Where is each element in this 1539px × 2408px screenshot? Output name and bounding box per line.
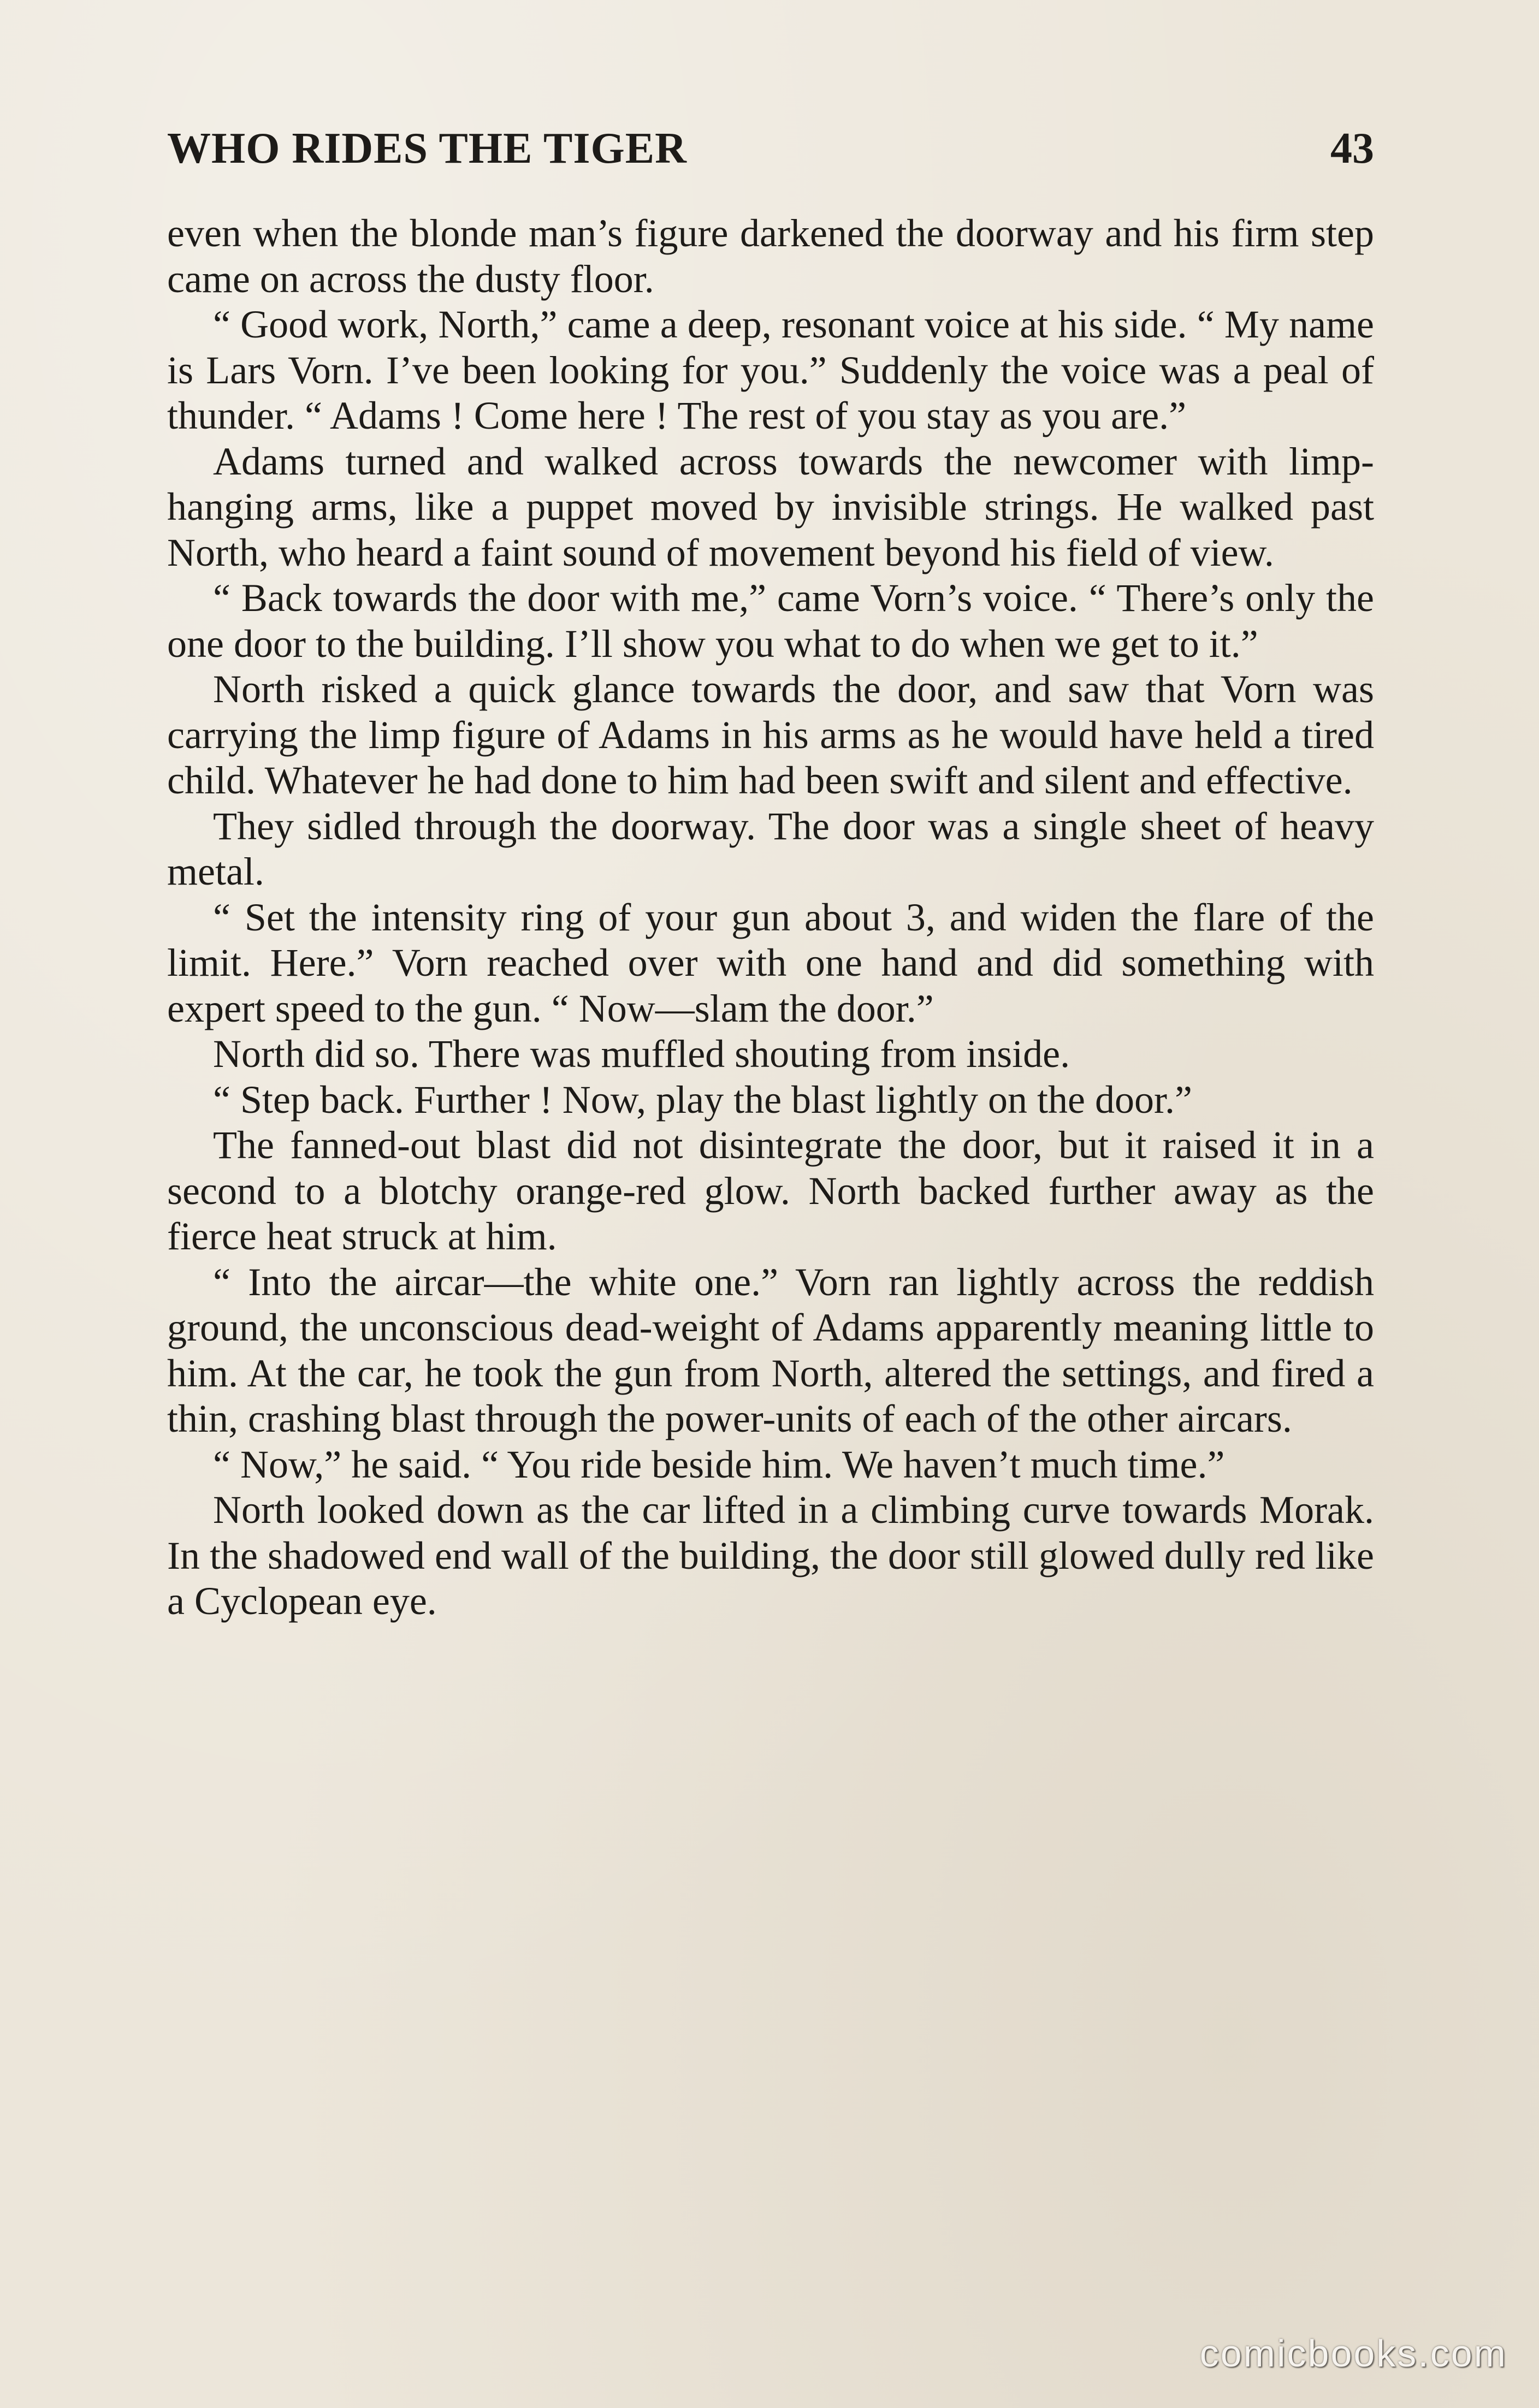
paragraph: “ Set the intensity ring of your gun about 3, and widen the flare of the limit. Here.” Vorn reached over with one hand and did something with expert speed to the gun. “ Now—slam the door.”: [167, 895, 1374, 1030]
paragraph: North risked a quick glance towards the door, and saw that Vorn was carrying the limp figure of Adams in his arms as he would have held a tired child. Whatever he had done to him had been swift and silent and effective.: [167, 667, 1374, 802]
paragraph: North looked down as the car lifted in a climbing curve towards Morak. In the shadowed end wall of the building, the door still glowed dully red like a Cyclopean eye.: [167, 1488, 1374, 1623]
running-title: WHO RIDES THE TIGER: [167, 124, 687, 173]
page-number: 43: [1330, 124, 1374, 173]
paragraph: “ Step back. Further ! Now, play the blast lightly on the door.”: [213, 1077, 1192, 1122]
paragraph: North did so. There was muffled shouting from inside.: [213, 1032, 1070, 1076]
paragraph: “ Back towards the door with me,” came Vorn’s voice. “ There’s only the one door to the building. I’ll show you what to do when we get to it.”: [167, 576, 1374, 666]
paragraph: They sidled through the doorway. The door was a single sheet of heavy metal.: [167, 804, 1374, 893]
watermark: comicbooks.com: [1199, 2332, 1507, 2375]
paragraph: “ Good work, North,” came a deep, resonant voice at his side. “ My name is Lars Vorn. I’ve been looking for you.” Suddenly the voice was a peal of thunder. “ Adams ! Come here ! The rest of you stay as you are.”: [167, 303, 1374, 437]
paragraph: “ Into the aircar—the white one.” Vorn ran lightly across the reddish ground, the unconscious dead-weight of Adams apparently meaning little to him. At the car, he took the gun from North, altered the settings, and fired a thin, crashing blast through the power-units of each of the other aircars.: [167, 1260, 1374, 1440]
running-head: [167, 121, 1374, 176]
paragraph: The fanned-out blast did not disintegrate the door, but it raised it in a second to a blotchy orange-red glow. North backed further away as the fierce heat struck at him.: [167, 1123, 1374, 1258]
paragraph: “ Now,” he said. “ You ride beside him. We haven’t much time.”: [213, 1442, 1225, 1486]
paragraph: Adams turned and walked across towards the newcomer with limp-hanging arms, like a puppet moved by invisible strings. He walked past North, who heard a faint sound of movement beyond his field of view.: [167, 439, 1374, 574]
paragraph: even when the blonde man’s figure darkened the doorway and his firm step came on across the dusty floor.: [167, 211, 1374, 301]
body-text: [167, 211, 1374, 1624]
